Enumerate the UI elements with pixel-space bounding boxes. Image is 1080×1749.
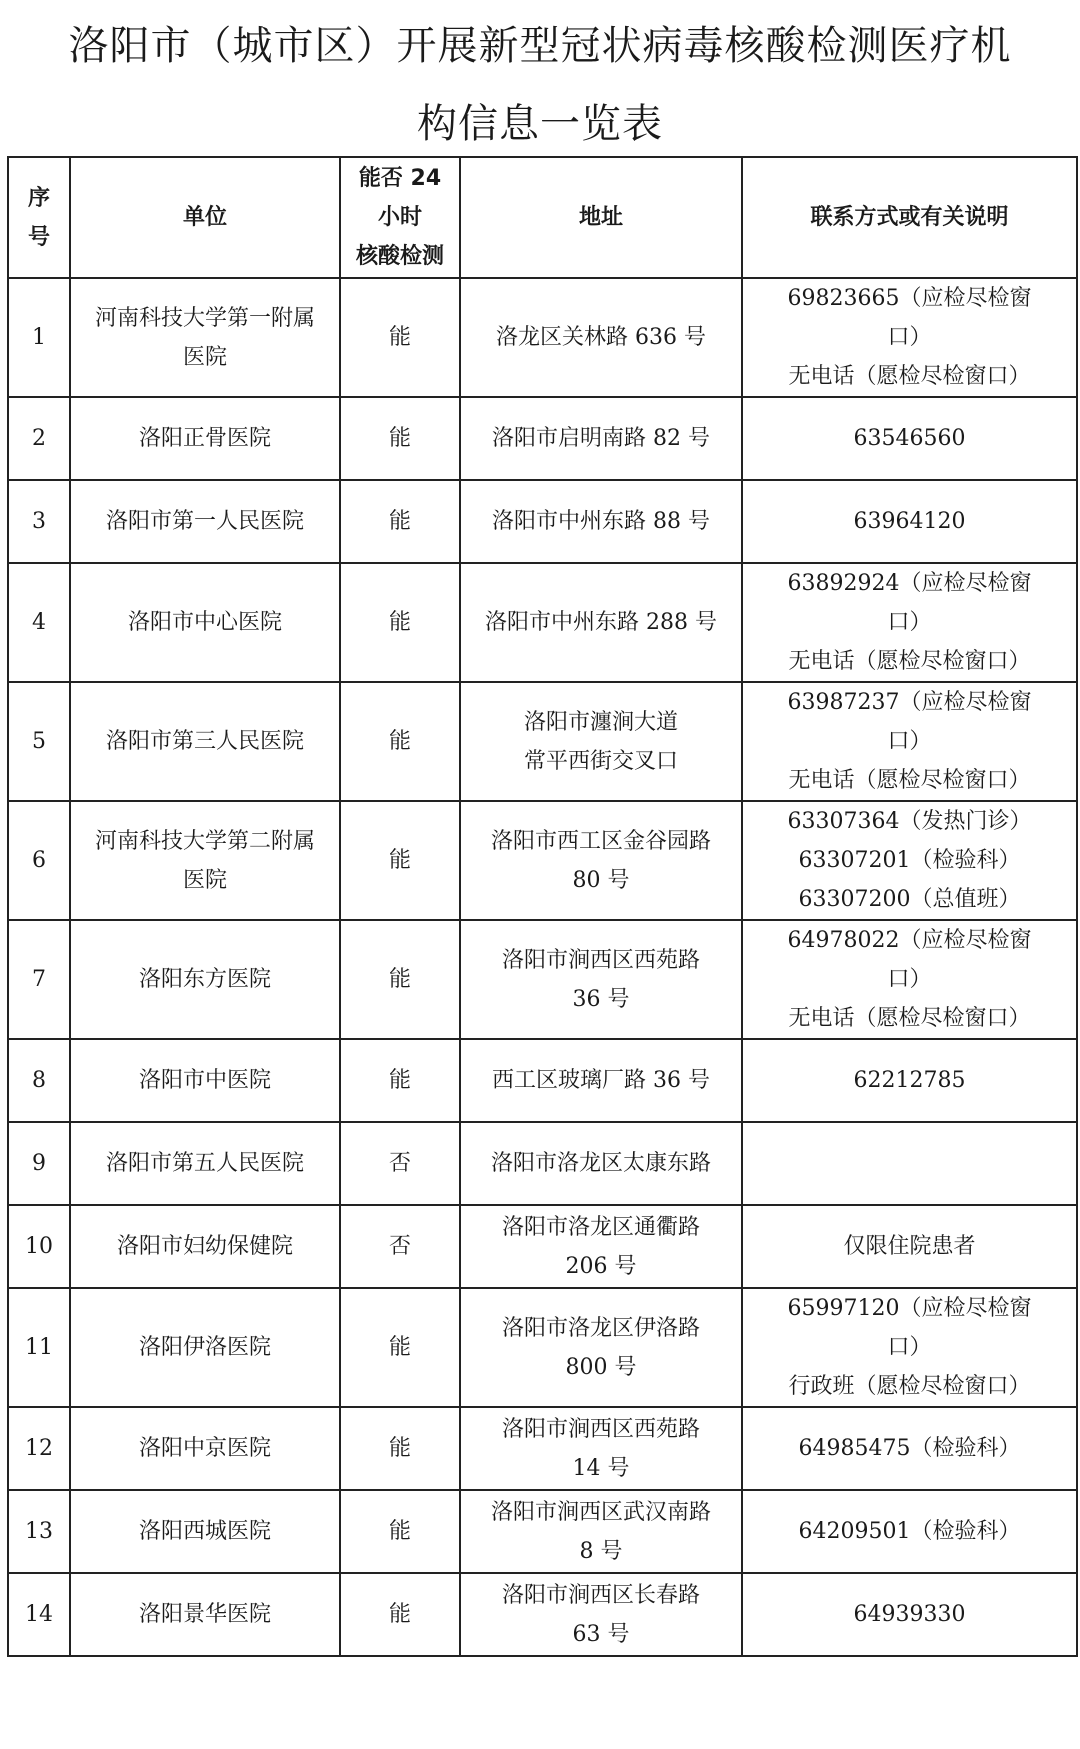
cell-seq (8, 397, 70, 480)
cell-24h-text: 能 (388, 426, 411, 451)
cell-seq-text: 3 (32, 509, 46, 534)
cell-seq (8, 480, 70, 563)
cell-unit (70, 1490, 340, 1573)
cell-unit (70, 1039, 340, 1122)
cell-24h (340, 1407, 460, 1490)
cell-24h-text: 能 (388, 610, 411, 635)
cell-contact-text: 64985475（检验科） (798, 1436, 1021, 1461)
cell-contact-text: 62212785 (853, 1068, 966, 1093)
table-row (8, 1573, 1077, 1656)
cell-contact-text: 口） (887, 1335, 932, 1360)
document-title-line-1: 洛阳市（城市区）开展新型冠状病毒核酸检测医疗机 (68, 23, 1012, 69)
cell-unit-text: 洛阳伊洛医院 (138, 1335, 271, 1360)
cell-unit-text: 洛阳景华医院 (138, 1602, 271, 1627)
table-header-row (8, 157, 1077, 278)
table-row (8, 563, 1077, 682)
cell-contact-text: 无电话（愿检尽检窗口） (788, 649, 1031, 674)
cell-address-text: 洛阳市启明南路 82 号 (492, 426, 710, 451)
cell-seq (8, 1407, 70, 1490)
cell-seq (8, 1039, 70, 1122)
table-row (8, 801, 1077, 920)
document-title-line-2: 构信息一览表 (417, 101, 663, 147)
cell-address-text: 洛阳市中州东路 288 号 (485, 610, 717, 635)
cell-address (460, 1122, 742, 1205)
cell-seq-text: 1 (32, 325, 46, 350)
cell-unit-text: 河南科技大学第一附属 (94, 305, 315, 331)
cell-unit-text: 洛阳市第五人民医院 (105, 1151, 304, 1176)
cell-24h-text: 能 (388, 1602, 411, 1627)
cell-seq-text: 9 (32, 1151, 46, 1176)
cell-unit (70, 682, 340, 801)
cell-seq (8, 1573, 70, 1656)
table-row (8, 1288, 1077, 1407)
cell-unit-text: 洛阳市第三人民医院 (105, 729, 304, 754)
cell-24h (340, 1205, 460, 1288)
cell-address-text: 洛阳市西工区金谷园路 (490, 828, 711, 854)
cell-address (460, 397, 742, 480)
cell-seq-text: 12 (25, 1436, 53, 1461)
cell-unit-text: 洛阳东方医院 (138, 967, 271, 992)
cell-24h (340, 1490, 460, 1573)
cell-unit (70, 1407, 340, 1490)
cell-address-text: 80 号 (572, 867, 630, 893)
table-row (8, 1407, 1077, 1490)
cell-24h-text: 否 (388, 1151, 411, 1176)
cell-contact (742, 397, 1077, 480)
header-text: 序 (27, 185, 50, 211)
table-row (8, 480, 1077, 563)
cell-contact (742, 1039, 1077, 1122)
cell-unit-text: 河南科技大学第二附属 (94, 828, 315, 854)
cell-seq (8, 1205, 70, 1288)
cell-address (460, 920, 742, 1039)
cell-address-text: 洛龙区关林路 636 号 (496, 325, 706, 350)
cell-24h (340, 801, 460, 920)
cell-contact-text: 69823665（应检尽检窗 (787, 286, 1032, 311)
cell-seq-text: 5 (32, 729, 46, 754)
cell-unit (70, 801, 340, 920)
cell-contact-text: 63307200（总值班） (798, 887, 1021, 912)
cell-contact-text: 64939330 (853, 1602, 966, 1627)
cell-address-text: 洛阳市涧西区武汉南路 (490, 1499, 711, 1525)
cell-24h-text: 能 (388, 1335, 411, 1360)
cell-address (460, 1490, 742, 1573)
cell-24h-text: 能 (388, 729, 411, 754)
header-text: 单位 (182, 205, 227, 230)
header-text: 能否 24 (358, 166, 442, 191)
cell-unit (70, 480, 340, 563)
cell-address-text: 206 号 (565, 1253, 637, 1279)
cell-contact-text: 无电话（愿检尽检窗口） (788, 1006, 1031, 1031)
header-text: 核酸检测 (355, 244, 444, 269)
cell-unit-text: 洛阳正骨医院 (138, 426, 271, 451)
cell-contact (742, 682, 1077, 801)
cell-24h (340, 563, 460, 682)
cell-address (460, 1288, 742, 1407)
cell-unit-text: 医院 (182, 344, 227, 370)
table-row (8, 397, 1077, 480)
cell-24h (340, 1122, 460, 1205)
cell-unit-text: 洛阳中京医院 (138, 1436, 271, 1461)
cell-seq-text: 13 (25, 1519, 53, 1544)
cell-contact-text: 口） (887, 610, 932, 635)
cell-address-text: 洛阳市瀍涧大道 (523, 709, 678, 735)
cell-address (460, 278, 742, 397)
cell-address-text: 800 号 (565, 1354, 637, 1380)
cell-24h-text: 能 (388, 509, 411, 534)
cell-24h (340, 1573, 460, 1656)
cell-contact (742, 278, 1077, 397)
cell-contact-text: 无电话（愿检尽检窗口） (788, 768, 1031, 793)
cell-seq (8, 1490, 70, 1573)
cell-unit-text: 洛阳西城医院 (138, 1519, 271, 1544)
cell-address-text: 洛阳市中州东路 88 号 (492, 509, 710, 534)
cell-24h (340, 278, 460, 397)
cell-address (460, 801, 742, 920)
cell-24h-text: 能 (388, 1519, 411, 1544)
cell-seq-text: 2 (32, 426, 46, 451)
cell-seq-text: 11 (25, 1335, 53, 1360)
cell-address-text: 洛阳市洛龙区太康东路 (490, 1151, 711, 1176)
cell-contact (742, 1490, 1077, 1573)
header-seq (8, 157, 70, 278)
cell-address-text: 8 号 (579, 1538, 623, 1564)
cell-contact (742, 1407, 1077, 1490)
cell-unit (70, 397, 340, 480)
cell-address-text: 洛阳市涧西区西苑路 (501, 1416, 700, 1442)
cell-unit (70, 563, 340, 682)
cell-contact-text: 63964120 (853, 509, 966, 534)
header-contact (742, 157, 1077, 278)
cell-contact-text: 63892924（应检尽检窗 (787, 571, 1032, 596)
cell-contact-text: 63987237（应检尽检窗 (787, 690, 1032, 715)
cell-24h (340, 1039, 460, 1122)
cell-24h (340, 682, 460, 801)
cell-24h-text: 能 (388, 967, 411, 992)
table-row (8, 1490, 1077, 1573)
table-row (8, 920, 1077, 1039)
cell-contact-text: 口） (887, 325, 932, 350)
cell-24h-text: 能 (388, 1436, 411, 1461)
cell-contact-text: 64978022（应检尽检窗 (787, 928, 1032, 953)
cell-unit (70, 278, 340, 397)
cell-seq-text: 8 (32, 1068, 46, 1093)
cell-seq (8, 920, 70, 1039)
cell-contact (742, 1573, 1077, 1656)
cell-unit (70, 1288, 340, 1407)
cell-address-text: 常平西街交叉口 (523, 748, 678, 774)
header-unit (70, 157, 340, 278)
cell-contact-text: 63307201（检验科） (798, 848, 1021, 873)
cell-contact-text: 口） (887, 729, 932, 754)
cell-seq (8, 801, 70, 920)
table-row (8, 278, 1077, 397)
cell-seq-text: 6 (32, 848, 46, 873)
cell-address (460, 1039, 742, 1122)
cell-24h-text: 能 (388, 848, 411, 873)
table-row (8, 1039, 1077, 1122)
cell-24h (340, 1288, 460, 1407)
cell-unit (70, 1122, 340, 1205)
cell-address (460, 1205, 742, 1288)
table-body (8, 278, 1077, 1656)
cell-seq-text: 7 (32, 967, 46, 992)
cell-contact (742, 1205, 1077, 1288)
cell-24h-text: 能 (388, 1068, 411, 1093)
cell-seq-text: 4 (32, 610, 46, 635)
cell-address (460, 1573, 742, 1656)
cell-24h-text: 能 (388, 325, 411, 350)
cell-contact (742, 920, 1077, 1039)
cell-address-text: 西工区玻璃厂路 36 号 (492, 1068, 710, 1093)
cell-unit-text: 洛阳市中心医院 (127, 610, 282, 635)
header-text: 联系方式或有关说明 (810, 205, 1009, 230)
cell-24h (340, 397, 460, 480)
cell-contact-text: 65997120（应检尽检窗 (787, 1296, 1032, 1321)
cell-contact (742, 563, 1077, 682)
table-row (8, 682, 1077, 801)
cell-contact (742, 1288, 1077, 1407)
hospital-table (7, 156, 1078, 1657)
cell-address-text: 36 号 (572, 986, 630, 1012)
cell-address-text: 洛阳市涧西区长春路 (501, 1582, 700, 1608)
cell-contact-text: 仅限住院患者 (843, 1234, 976, 1259)
header-text: 小时 (377, 205, 422, 230)
table-row (8, 1122, 1077, 1205)
cell-contact (742, 480, 1077, 563)
cell-unit-text: 洛阳市中医院 (138, 1068, 271, 1093)
cell-24h-text: 否 (388, 1234, 411, 1259)
cell-unit-text: 洛阳市妇幼保健院 (116, 1234, 293, 1259)
cell-address (460, 480, 742, 563)
cell-address (460, 563, 742, 682)
cell-address-text: 63 号 (572, 1621, 630, 1647)
cell-address (460, 682, 742, 801)
cell-unit-text: 洛阳市第一人民医院 (105, 509, 304, 534)
cell-contact-text: 行政班（愿检尽检窗口） (788, 1374, 1031, 1399)
cell-contact (742, 801, 1077, 920)
cell-seq-text: 14 (25, 1602, 53, 1627)
cell-contact-text: 63307364（发热门诊） (787, 809, 1032, 834)
cell-24h (340, 480, 460, 563)
table-row (8, 1205, 1077, 1288)
cell-contact-text: 无电话（愿检尽检窗口） (788, 364, 1031, 389)
cell-address (460, 1407, 742, 1490)
cell-contact-text: 口） (887, 967, 932, 992)
cell-address-text: 洛阳市涧西区西苑路 (501, 947, 700, 973)
cell-address-text: 14 号 (572, 1455, 630, 1481)
cell-contact (742, 1122, 1077, 1205)
header-24h (340, 157, 460, 278)
cell-seq (8, 682, 70, 801)
cell-address-text: 洛阳市洛龙区伊洛路 (501, 1315, 700, 1341)
cell-seq (8, 1288, 70, 1407)
header-address (460, 157, 742, 278)
cell-seq (8, 1122, 70, 1205)
cell-seq-text: 10 (25, 1234, 53, 1259)
cell-seq (8, 563, 70, 682)
header-text: 地址 (578, 205, 623, 230)
cell-contact-text: 63546560 (853, 426, 966, 451)
cell-seq (8, 278, 70, 397)
header-text: 号 (27, 224, 50, 250)
cell-address-text: 洛阳市洛龙区通衢路 (501, 1214, 700, 1240)
cell-unit (70, 1573, 340, 1656)
cell-unit (70, 920, 340, 1039)
cell-contact-text: 64209501（检验科） (798, 1519, 1021, 1544)
cell-unit-text: 医院 (182, 867, 227, 893)
cell-24h (340, 920, 460, 1039)
cell-unit (70, 1205, 340, 1288)
